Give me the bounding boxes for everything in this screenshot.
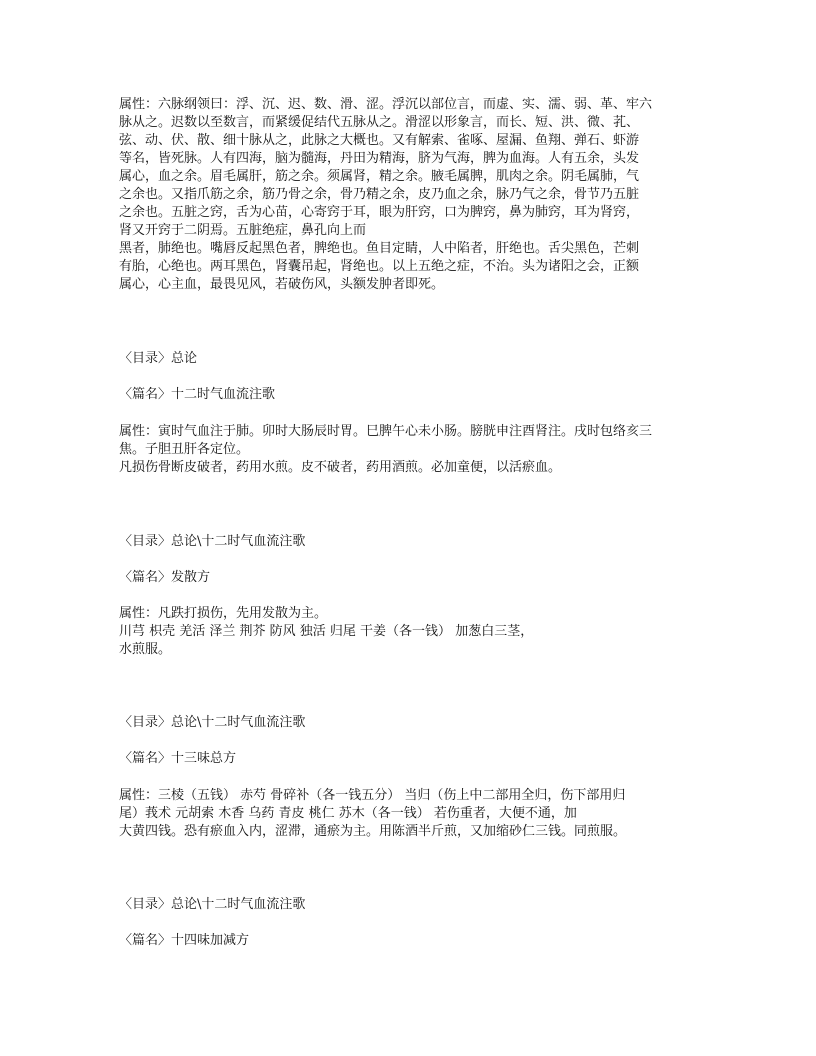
text-line: 等名，皆死脉。人有四海，脑为髓海，丹田为精海，脐为气海，脾为血海。人有五余，头发 — [119, 151, 640, 166]
text-line: 有胎，心绝也。两耳黑色，肾囊吊起，肾绝也。以上五绝之症，不治。头为诸阳之会，正额 — [119, 259, 640, 274]
section-title: 〈篇名〉十二时气血流注歌 — [119, 387, 276, 402]
section-body — [119, 787, 704, 841]
section-directory: 〈目录〉总论\十二时气血流注歌 — [119, 897, 306, 912]
text-line: 属性：六脉纲领曰：浮、沉、迟、数、滑、涩。浮沉以部位言，而虚、实、濡、弱、革、牢六 — [119, 97, 653, 112]
section-title: 〈篇名〉十三味总方 — [119, 751, 237, 766]
text-line: 肾又开窍于二阴焉。五脏绝症，鼻孔向上而 — [119, 223, 367, 238]
section-body — [119, 605, 704, 659]
text-line: 属性：三棱（五钱） 赤芍 骨碎补（各一钱五分） 当归（伤上中二部用全归，伤下部用归 — [119, 788, 626, 803]
text-line: 凡损伤骨断皮破者，药用水煎。皮不破者，药用酒煎。必加童便，以活瘀血。 — [119, 460, 562, 475]
text-line: 脉从之。迟数以至数言，而紧缓促结代五脉从之。滑涩以形象言，而长、短、洪、微、芤、 — [119, 115, 640, 130]
text-line: 黑者，肺绝也。嘴唇反起黑色者，脾绝也。鱼目定睛，人中陷者，肝绝也。舌尖黑色，芒刺 — [119, 241, 640, 256]
text-line: 属心，心主血，最畏见风，若破伤风，头额发肿者即死。 — [119, 277, 445, 292]
text-line: 大黄四钱。恐有瘀血入内，涩滞，通瘀为主。用陈酒半斤煎，又加缩砂仁三钱。同煎服。 — [119, 824, 627, 839]
section-directory: 〈目录〉总论 — [119, 351, 198, 366]
text-line: 之余也。又指爪筋之余，筋乃骨之余，骨乃精之余，皮乃血之余，脉乃气之余，骨节乃五脏 — [119, 187, 640, 202]
text-line: 属心，血之余。眉毛属肝，筋之余。须属肾，精之余。腋毛属脾，肌肉之余。阴毛属肺，气 — [119, 169, 640, 184]
pulse-text-block — [119, 96, 704, 294]
text-line: 川芎 枳壳 羌活 泽兰 荆芥 防风 独活 归尾 干姜（各一钱） 加葱白三茎， — [119, 624, 534, 639]
text-line: 属性：寅时气血注于肺。卯时大肠辰时胃。巳脾午心未小肠。膀胱申注酉肾注。戌时包络亥三 — [119, 424, 653, 439]
text-line: 属性：凡跌打损伤，先用发散为主。 — [119, 606, 328, 621]
text-line: 尾）莪术 元胡索 木香 乌药 青皮 桃仁 苏木（各一钱） 若伤重者，大便不通，加 — [119, 806, 577, 821]
text-line: 水煎服。 — [119, 642, 172, 657]
section-title: 〈篇名〉十四味加减方 — [119, 933, 250, 948]
section-directory: 〈目录〉总论\十二时气血流注歌 — [119, 534, 306, 549]
text-line: 焦。子胆丑肝各定位。 — [119, 442, 250, 457]
text-line: 之余也。五脏之窍，舌为心苗，心寄窍于耳，眼为肝窍，口为脾窍，鼻为肺窍，耳为肾窍， — [119, 205, 640, 220]
section-title: 〈篇名〉发散方 — [119, 570, 211, 585]
section-directory: 〈目录〉总论\十二时气血流注歌 — [119, 715, 306, 730]
text-line: 弦、动、伏、散、细十脉从之，此脉之大概也。又有解索、雀啄、屋漏、鱼翔、弹石、虾游 — [119, 133, 640, 148]
section-body — [119, 423, 704, 477]
